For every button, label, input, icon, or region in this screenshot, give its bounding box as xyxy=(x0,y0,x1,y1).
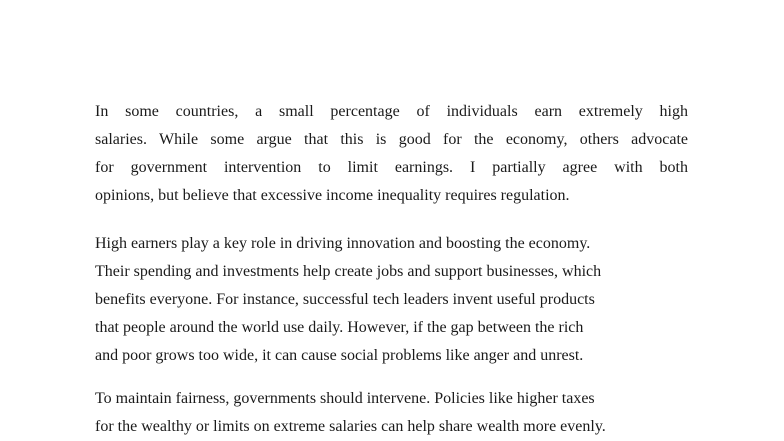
paragraph-line: To maintain fairness, governments should intervene. Policies like higher taxes xyxy=(95,390,595,407)
paragraph-line: Their spending and investments help create jobs and support businesses, which xyxy=(95,263,602,280)
paragraph-introduction xyxy=(95,98,688,210)
paragraph-line: salaries. While some argue that this is good for the economy, others advocate xyxy=(95,131,688,148)
paragraph-line: that people around the world use daily. However, if the gap between the rich xyxy=(95,319,584,336)
paragraph-high-earners xyxy=(95,230,688,370)
paragraph-line: for the wealthy or limits on extreme salaries can help share wealth more evenly. xyxy=(95,418,606,435)
paragraph-line: and poor grows too wide, it can cause social problems like anger and unrest. xyxy=(95,347,584,364)
paragraph-line: benefits everyone. For instance, successful tech leaders invent useful products xyxy=(95,291,595,308)
paragraph-line: for government intervention to limit earnings. I partially agree with both xyxy=(95,159,688,176)
paragraph-line: opinions, but believe that excessive income inequality requires regulation. xyxy=(95,187,570,204)
paragraph-line: High earners play a key role in driving innovation and boosting the economy. xyxy=(95,235,591,252)
paragraph-line: In some countries, a small percentage of individuals earn extremely high xyxy=(95,103,688,120)
paragraph-fairness xyxy=(95,385,688,441)
